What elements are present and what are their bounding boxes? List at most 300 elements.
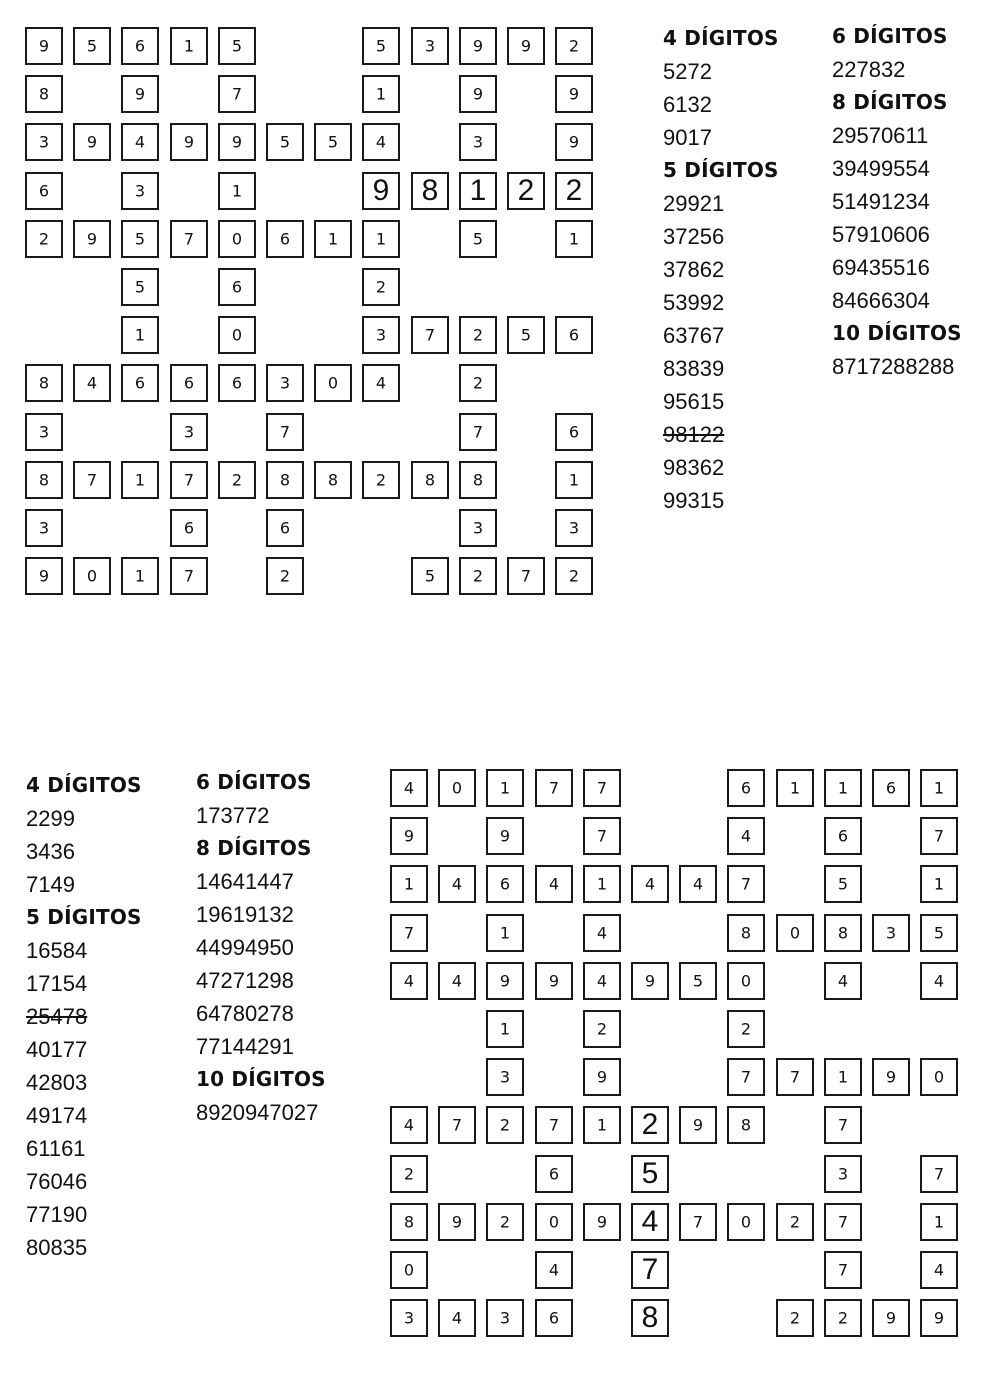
list-item: 37862: [663, 257, 725, 282]
list-item: 173772: [196, 803, 270, 828]
grid-cell: [266, 509, 304, 547]
grid-cell: [459, 220, 497, 258]
cell-digit: 2: [279, 566, 291, 586]
grid-cell: [459, 461, 497, 499]
list-item: 44994950: [196, 935, 294, 960]
cell-digit: 5: [472, 229, 484, 249]
cell-digit: 6: [134, 36, 146, 56]
cell-digit: 3: [568, 518, 580, 538]
cell-digit: 7: [451, 1115, 463, 1135]
cell-digit: 4: [596, 971, 608, 991]
grid-cell: [170, 557, 208, 595]
cell-digit: 1: [596, 1115, 608, 1135]
list-item: 77190: [26, 1202, 88, 1227]
cell-digit: 6: [740, 778, 752, 798]
cell-digit: 5: [279, 132, 291, 152]
list-item: 2299: [26, 806, 75, 831]
grid-cell: [459, 123, 497, 161]
grid-cell: [390, 1155, 428, 1193]
cell-digit: 5: [231, 36, 243, 56]
cell-digit: 9: [38, 566, 50, 586]
grid-cell: [218, 220, 256, 258]
cell-digit: 1: [837, 778, 849, 798]
cell-digit: 2: [837, 1308, 849, 1328]
grid-cell: [390, 962, 428, 1000]
list-item: 47271298: [196, 968, 294, 993]
cell-digit: 8: [403, 1212, 415, 1232]
grid-cell: [920, 817, 958, 855]
cell-digit: 6: [231, 373, 243, 393]
cell-digit: 1: [134, 566, 146, 586]
grid-cell: [486, 865, 524, 903]
cell-digit: 2: [472, 373, 484, 393]
grid-cell: [25, 27, 63, 65]
grid-cell: [459, 509, 497, 547]
cell-digit: 3: [279, 373, 291, 393]
cell-digit: 1: [568, 229, 580, 249]
cell-digit: 9: [451, 1212, 463, 1232]
list-item: 40177: [26, 1037, 88, 1062]
list-item: 95615: [663, 389, 725, 414]
cell-digit: 1: [933, 778, 945, 798]
grid-cell: [438, 769, 476, 807]
grid-cell: [486, 1203, 524, 1241]
list-heading: 6 DÍGITOS: [832, 24, 948, 48]
grid-cell: [121, 364, 159, 402]
cell-digit: 4: [134, 132, 146, 152]
cell-digit: 2: [472, 325, 484, 345]
grid-cell: [486, 1058, 524, 1096]
list-item: 83839: [663, 356, 725, 381]
word-list-top-right: [832, 20, 962, 383]
grid-cell: [631, 1106, 669, 1144]
grid-cell: [486, 914, 524, 952]
grid-cell: [583, 769, 621, 807]
cell-digit: 7: [183, 566, 195, 586]
grid-cell: [631, 865, 669, 903]
grid-cell: [218, 461, 256, 499]
grid-cell: [459, 172, 497, 210]
cell-digit: 5: [134, 277, 146, 297]
cell-digit: 9: [568, 84, 580, 104]
grid-cell: [362, 123, 400, 161]
grid-cell: [411, 316, 449, 354]
grid-cell: [824, 1299, 862, 1337]
list-heading: 8 DÍGITOS: [196, 836, 312, 860]
list-item: 61161: [26, 1136, 86, 1161]
grid-cell: [727, 1058, 765, 1096]
cell-digit: 1: [231, 181, 243, 201]
cell-digit: 2: [499, 1212, 511, 1232]
cell-digit: 1: [933, 1212, 945, 1232]
cell-digit: 4: [86, 373, 98, 393]
grid-cell: [362, 75, 400, 113]
cell-digit: 9: [86, 132, 98, 152]
cell-digit: 9: [403, 826, 415, 846]
puzzle-grid-top: [25, 27, 599, 600]
cell-digit: 2: [565, 174, 583, 207]
grid-cell: [362, 27, 400, 65]
cell-digit: 3: [472, 518, 484, 538]
cell-digit: 2: [789, 1308, 801, 1328]
grid-cell: [555, 172, 593, 210]
cell-digit: 3: [837, 1164, 849, 1184]
cell-digit: 0: [451, 778, 463, 798]
cell-digit: 6: [885, 778, 897, 798]
list-item: 77144291: [196, 1034, 294, 1059]
list-heading: 10 DÍGITOS: [832, 321, 962, 345]
cell-digit: 5: [375, 36, 387, 56]
grid-cell: [73, 461, 111, 499]
cell-digit: 2: [38, 229, 50, 249]
cell-digit: 8: [279, 470, 291, 490]
grid-cell: [73, 123, 111, 161]
grid-cell: [459, 75, 497, 113]
cell-digit: 4: [644, 874, 656, 894]
grid-cell: [25, 413, 63, 451]
cell-digit: 4: [375, 132, 387, 152]
grid-cell: [631, 1299, 669, 1337]
cell-digit: 6: [568, 422, 580, 442]
grid-cell: [583, 865, 621, 903]
grid-cell: [459, 27, 497, 65]
cell-digit: 0: [740, 1212, 752, 1232]
cell-digit: 2: [641, 1108, 659, 1141]
grid-cell: [121, 268, 159, 306]
grid-cell: [218, 75, 256, 113]
grid-cell: [727, 1010, 765, 1048]
cell-digit: 4: [375, 373, 387, 393]
cell-digit: 7: [183, 470, 195, 490]
cell-digit: 0: [789, 923, 801, 943]
grid-cell: [555, 557, 593, 595]
list-heading: 4 DÍGITOS: [26, 773, 142, 797]
grid-cell: [535, 1299, 573, 1337]
grid-cell: [362, 172, 400, 210]
cell-digit: 6: [568, 325, 580, 345]
cell-digit: 9: [520, 36, 532, 56]
cell-digit: 5: [837, 874, 849, 894]
cell-digit: 1: [134, 470, 146, 490]
grid-cell: [73, 27, 111, 65]
grid-cell: [170, 461, 208, 499]
grid-cell: [121, 123, 159, 161]
grid-cell: [583, 914, 621, 952]
cell-digit: 5: [327, 132, 339, 152]
grid-cell: [872, 1299, 910, 1337]
cell-digit: 1: [568, 470, 580, 490]
cell-digit: 9: [38, 36, 50, 56]
grid-cell: [218, 268, 256, 306]
cell-digit: 9: [499, 826, 511, 846]
cell-digit: 0: [327, 373, 339, 393]
grid-cell: [218, 316, 256, 354]
cell-digit: 3: [38, 132, 50, 152]
list-item: 69435516: [832, 255, 930, 280]
list-item: 53992: [663, 290, 725, 315]
cell-digit: 5: [86, 36, 98, 56]
grid-cell: [362, 220, 400, 258]
cell-digit: 8: [327, 470, 339, 490]
grid-cell: [920, 962, 958, 1000]
grid-cell: [535, 1155, 573, 1193]
grid-cell: [121, 557, 159, 595]
grid-cell: [583, 1058, 621, 1096]
grid-cell: [535, 769, 573, 807]
cell-digit: 2: [789, 1212, 801, 1232]
list-item: 6132: [663, 92, 712, 117]
cell-digit: 3: [183, 422, 195, 442]
cell-digit: 7: [641, 1253, 659, 1286]
grid-cell: [555, 123, 593, 161]
cell-digit: 4: [692, 874, 704, 894]
cell-digit: 1: [134, 325, 146, 345]
grid-cell: [438, 1106, 476, 1144]
cell-digit: 6: [38, 181, 50, 201]
cell-digit: 6: [183, 518, 195, 538]
grid-cell: [535, 1203, 573, 1241]
cell-digit: 3: [38, 518, 50, 538]
cell-digit: 7: [548, 778, 560, 798]
grid-cell: [121, 172, 159, 210]
grid-cell: [507, 27, 545, 65]
cell-digit: 9: [692, 1115, 704, 1135]
cell-digit: 2: [375, 277, 387, 297]
grid-cell: [314, 461, 352, 499]
cell-digit: 9: [499, 971, 511, 991]
grid-cell: [170, 220, 208, 258]
word-list-bottom-left: [26, 769, 142, 1264]
grid-cell: [920, 1251, 958, 1289]
grid-cell: [920, 1058, 958, 1096]
cell-digit: 1: [183, 36, 195, 56]
cell-digit: 7: [231, 84, 243, 104]
cell-digit: 2: [740, 1019, 752, 1039]
cell-digit: 5: [424, 566, 436, 586]
grid-cell: [459, 557, 497, 595]
grid-cell: [824, 914, 862, 952]
list-heading: 8 DÍGITOS: [832, 90, 948, 114]
grid-cell: [486, 817, 524, 855]
cell-digit: 3: [134, 181, 146, 201]
grid-cell: [170, 123, 208, 161]
list-item: 16584: [26, 938, 88, 963]
grid-cell: [824, 1251, 862, 1289]
grid-cell: [507, 316, 545, 354]
list-item: 37256: [663, 224, 725, 249]
grid-cell: [121, 75, 159, 113]
grid-cell: [920, 865, 958, 903]
grid-cell: [390, 817, 428, 855]
cell-digit: 4: [548, 874, 560, 894]
grid-cell: [170, 364, 208, 402]
cell-digit: 9: [885, 1067, 897, 1087]
cell-digit: 1: [596, 874, 608, 894]
list-item: 57910606: [832, 222, 930, 247]
cell-digit: 1: [375, 229, 387, 249]
cell-digit: 9: [933, 1308, 945, 1328]
cell-digit: 8: [740, 923, 752, 943]
grid-cell: [679, 962, 717, 1000]
list-item: 7149: [26, 872, 75, 897]
cell-digit: 9: [134, 84, 146, 104]
cell-digit: 3: [472, 132, 484, 152]
list-item: 64780278: [196, 1001, 294, 1026]
list-item: 39499554: [832, 156, 930, 181]
grid-cell: [266, 364, 304, 402]
list-item: 227832: [832, 57, 906, 82]
cell-digit: 7: [789, 1067, 801, 1087]
cell-digit: 1: [403, 874, 415, 894]
cell-digit: 6: [279, 518, 291, 538]
list-item: 98362: [663, 455, 725, 480]
grid-cell: [727, 1106, 765, 1144]
grid-cell: [555, 75, 593, 113]
grid-cell: [73, 220, 111, 258]
grid-cell: [631, 962, 669, 1000]
cell-digit: 4: [641, 1205, 659, 1238]
list-heading: 4 DÍGITOS: [663, 26, 779, 50]
cell-digit: 6: [183, 373, 195, 393]
grid-cell: [824, 865, 862, 903]
grid-cell: [486, 1299, 524, 1337]
list-item: 25478: [26, 1004, 88, 1029]
grid-cell: [920, 1155, 958, 1193]
grid-cell: [390, 1106, 428, 1144]
list-item: 51491234: [832, 189, 930, 214]
cell-digit: 8: [472, 470, 484, 490]
grid-cell: [824, 769, 862, 807]
grid-cell: [507, 172, 545, 210]
cell-digit: 4: [451, 1308, 463, 1328]
grid-cell: [170, 27, 208, 65]
cell-digit: 7: [933, 1164, 945, 1184]
cell-digit: 0: [231, 325, 243, 345]
grid-cell: [266, 557, 304, 595]
grid-cell: [555, 220, 593, 258]
grid-cell: [776, 769, 814, 807]
cell-digit: 7: [472, 422, 484, 442]
cell-digit: 8: [740, 1115, 752, 1135]
cell-digit: 4: [548, 1260, 560, 1280]
grid-cell: [920, 769, 958, 807]
cell-digit: 7: [279, 422, 291, 442]
cell-digit: 9: [183, 132, 195, 152]
cell-digit: 8: [38, 373, 50, 393]
puzzle-grid-bottom: [390, 769, 964, 1342]
grid-cell: [872, 769, 910, 807]
cell-digit: 1: [499, 778, 511, 798]
grid-cell: [25, 461, 63, 499]
cell-digit: 3: [38, 422, 50, 442]
cell-digit: 7: [520, 566, 532, 586]
cell-digit: 1: [837, 1067, 849, 1087]
grid-cell: [218, 27, 256, 65]
grid-cell: [170, 413, 208, 451]
grid-cell: [727, 817, 765, 855]
cell-digit: 7: [86, 470, 98, 490]
grid-cell: [535, 1106, 573, 1144]
cell-digit: 6: [499, 874, 511, 894]
cell-digit: 4: [451, 874, 463, 894]
cell-digit: 4: [837, 971, 849, 991]
grid-cell: [583, 1010, 621, 1048]
grid-cell: [631, 1203, 669, 1241]
cell-digit: 7: [933, 826, 945, 846]
cell-digit: 3: [499, 1308, 511, 1328]
cell-digit: 2: [472, 566, 484, 586]
cell-digit: 7: [403, 923, 415, 943]
cell-digit: 9: [372, 174, 390, 207]
grid-cell: [776, 914, 814, 952]
grid-cell: [73, 557, 111, 595]
cell-digit: 7: [740, 1067, 752, 1087]
grid-cell: [218, 172, 256, 210]
cell-digit: 9: [596, 1212, 608, 1232]
grid-cell: [266, 123, 304, 161]
cell-digit: 2: [568, 566, 580, 586]
grid-cell: [920, 1299, 958, 1337]
cell-digit: 2: [375, 470, 387, 490]
cell-digit: 9: [472, 84, 484, 104]
cell-digit: 0: [548, 1212, 560, 1232]
grid-cell: [824, 962, 862, 1000]
grid-cell: [459, 364, 497, 402]
grid-cell: [25, 220, 63, 258]
grid-cell: [776, 1203, 814, 1241]
grid-cell: [438, 962, 476, 1000]
list-item: 80835: [26, 1235, 88, 1260]
grid-cell: [390, 1203, 428, 1241]
cell-digit: 6: [548, 1164, 560, 1184]
grid-cell: [583, 817, 621, 855]
cell-digit: 1: [789, 778, 801, 798]
cell-digit: 9: [568, 132, 580, 152]
list-item: 9017: [663, 125, 712, 150]
grid-cell: [411, 557, 449, 595]
cell-digit: 1: [469, 174, 487, 207]
cell-digit: 7: [837, 1260, 849, 1280]
grid-cell: [727, 865, 765, 903]
grid-cell: [727, 914, 765, 952]
grid-cell: [390, 865, 428, 903]
cell-digit: 9: [86, 229, 98, 249]
grid-cell: [535, 865, 573, 903]
list-item: 42803: [26, 1070, 88, 1095]
grid-cell: [679, 1106, 717, 1144]
grid-cell: [25, 123, 63, 161]
grid-cell: [679, 865, 717, 903]
cell-digit: 8: [38, 470, 50, 490]
grid-cell: [121, 27, 159, 65]
cell-digit: 7: [183, 229, 195, 249]
list-item: 29921: [663, 191, 725, 216]
list-item: 49174: [26, 1103, 88, 1128]
cell-digit: 5: [134, 229, 146, 249]
grid-cell: [411, 461, 449, 499]
grid-cell: [583, 1203, 621, 1241]
grid-cell: [920, 1203, 958, 1241]
grid-cell: [824, 1203, 862, 1241]
cell-digit: 3: [403, 1308, 415, 1328]
grid-cell: [362, 461, 400, 499]
list-item: 8717288288: [832, 354, 955, 379]
grid-cell: [631, 1155, 669, 1193]
cell-digit: 4: [403, 971, 415, 991]
list-heading: 5 DÍGITOS: [663, 158, 779, 182]
grid-cell: [438, 1299, 476, 1337]
grid-cell: [679, 1203, 717, 1241]
